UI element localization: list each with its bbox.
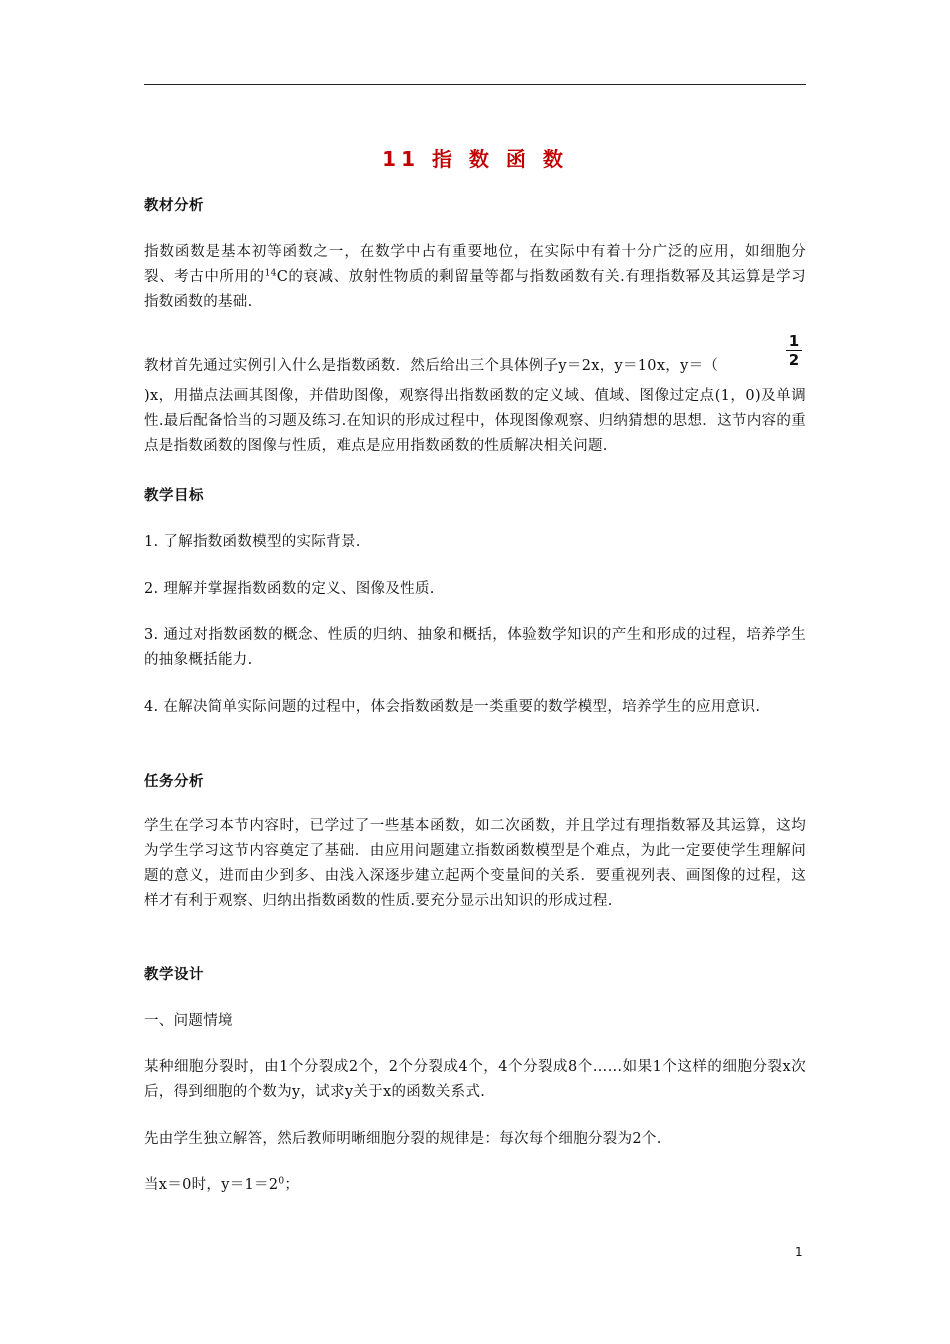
text-run: ； bbox=[284, 1177, 300, 1193]
fraction-numerator: 1 bbox=[788, 332, 800, 350]
fraction-one-half bbox=[782, 333, 806, 368]
text-run: 当x＝0时，y＝1＝2 bbox=[144, 1177, 279, 1193]
paragraph-design-2: 先由学生独立解答，然后教师明晰细胞分裂的规律是：每次每个细胞分裂为2个. bbox=[144, 1131, 662, 1147]
goal-item-3: 3. 通过对指数函数的概念、性质的归纳、抽象和概括，体验数学知识的产生和形成的过程，培养学生的抽象概括能力. bbox=[144, 627, 806, 668]
heading-goals: 教学目标 bbox=[144, 488, 204, 504]
heading-analysis: 教材分析 bbox=[144, 198, 204, 214]
superscript: 0 bbox=[278, 1176, 285, 1187]
paragraph-analysis-1 bbox=[144, 240, 806, 315]
text-run: 指数函数是基本初等函数之一，在数学中占有重要地位，在实际中有着十分广泛的应用，如细胞分裂、考古中所用的 bbox=[144, 244, 806, 285]
goal-item-4: 4. 在解决简单实际问题的过程中，体会指数函数是一类重要的数学模型，培养学生的应用意识. bbox=[144, 699, 761, 715]
heading-design: 教学设计 bbox=[144, 967, 204, 983]
paragraph-design-1: 某种细胞分裂时，由1个分裂成2个，2个分裂成4个，4个分裂成8个……如果1个这样的细胞分裂x次后，得到细胞的个数为y，试求y关于x的函数关系式. bbox=[144, 1059, 806, 1100]
goal-item-1: 1. 了解指数函数模型的实际背景. bbox=[144, 534, 361, 550]
paragraph-analysis-2: )x，用描点法画其图像，并借助图像，观察得出指数函数的定义域、值域、图像过定点(1，0)及单调性.最后配备恰当的习题及练习.在知识的形成过程中，体现图像观察、归纳猜想的思想．这节内容的重点是指数函数的图像与性质，难点是应用指数函数的性质解决相关问题. bbox=[144, 388, 806, 454]
paragraph-design-3 bbox=[144, 1173, 806, 1198]
header-rule bbox=[144, 84, 806, 85]
text-run: C的衰减、放射性物质的剩留量等都与指数函数有关.有理指数幂及其运算是学习指数函数的基础. bbox=[144, 269, 806, 310]
subheading-problem-context: 一、问题情境 bbox=[144, 1013, 233, 1029]
paragraph-task-analysis: 学生在学习本节内容时，已学过了一些基本函数，如二次函数，并且学过有理指数幂及其运算，这均为学生学习这节内容奠定了基础．由应用问题建立指数函数模型是个难点，为此一定要使学生理解问题的意义，进而由少到多、由浅入深逐步建立起两个变量间的关系．要重视列表、画图像的过程，这样才有利于观察、归纳出指数函数的性质.要充分显示出知识的形成过程. bbox=[144, 818, 806, 909]
paragraph-analysis-2-line1: 教材首先通过实例引入什么是指数函数．然后给出三个具体例子y＝2x，y＝10x，y＝（ bbox=[144, 358, 719, 374]
heading-task-analysis: 任务分析 bbox=[144, 774, 204, 790]
superscript: 14 bbox=[264, 268, 277, 279]
page-number: 1 bbox=[795, 1245, 803, 1259]
goal-item-2: 2. 理解并掌握指数函数的定义、图像及性质. bbox=[144, 581, 435, 597]
fraction-denominator: 2 bbox=[788, 351, 800, 369]
page-title: 11 指 数 函 数 bbox=[382, 147, 568, 171]
